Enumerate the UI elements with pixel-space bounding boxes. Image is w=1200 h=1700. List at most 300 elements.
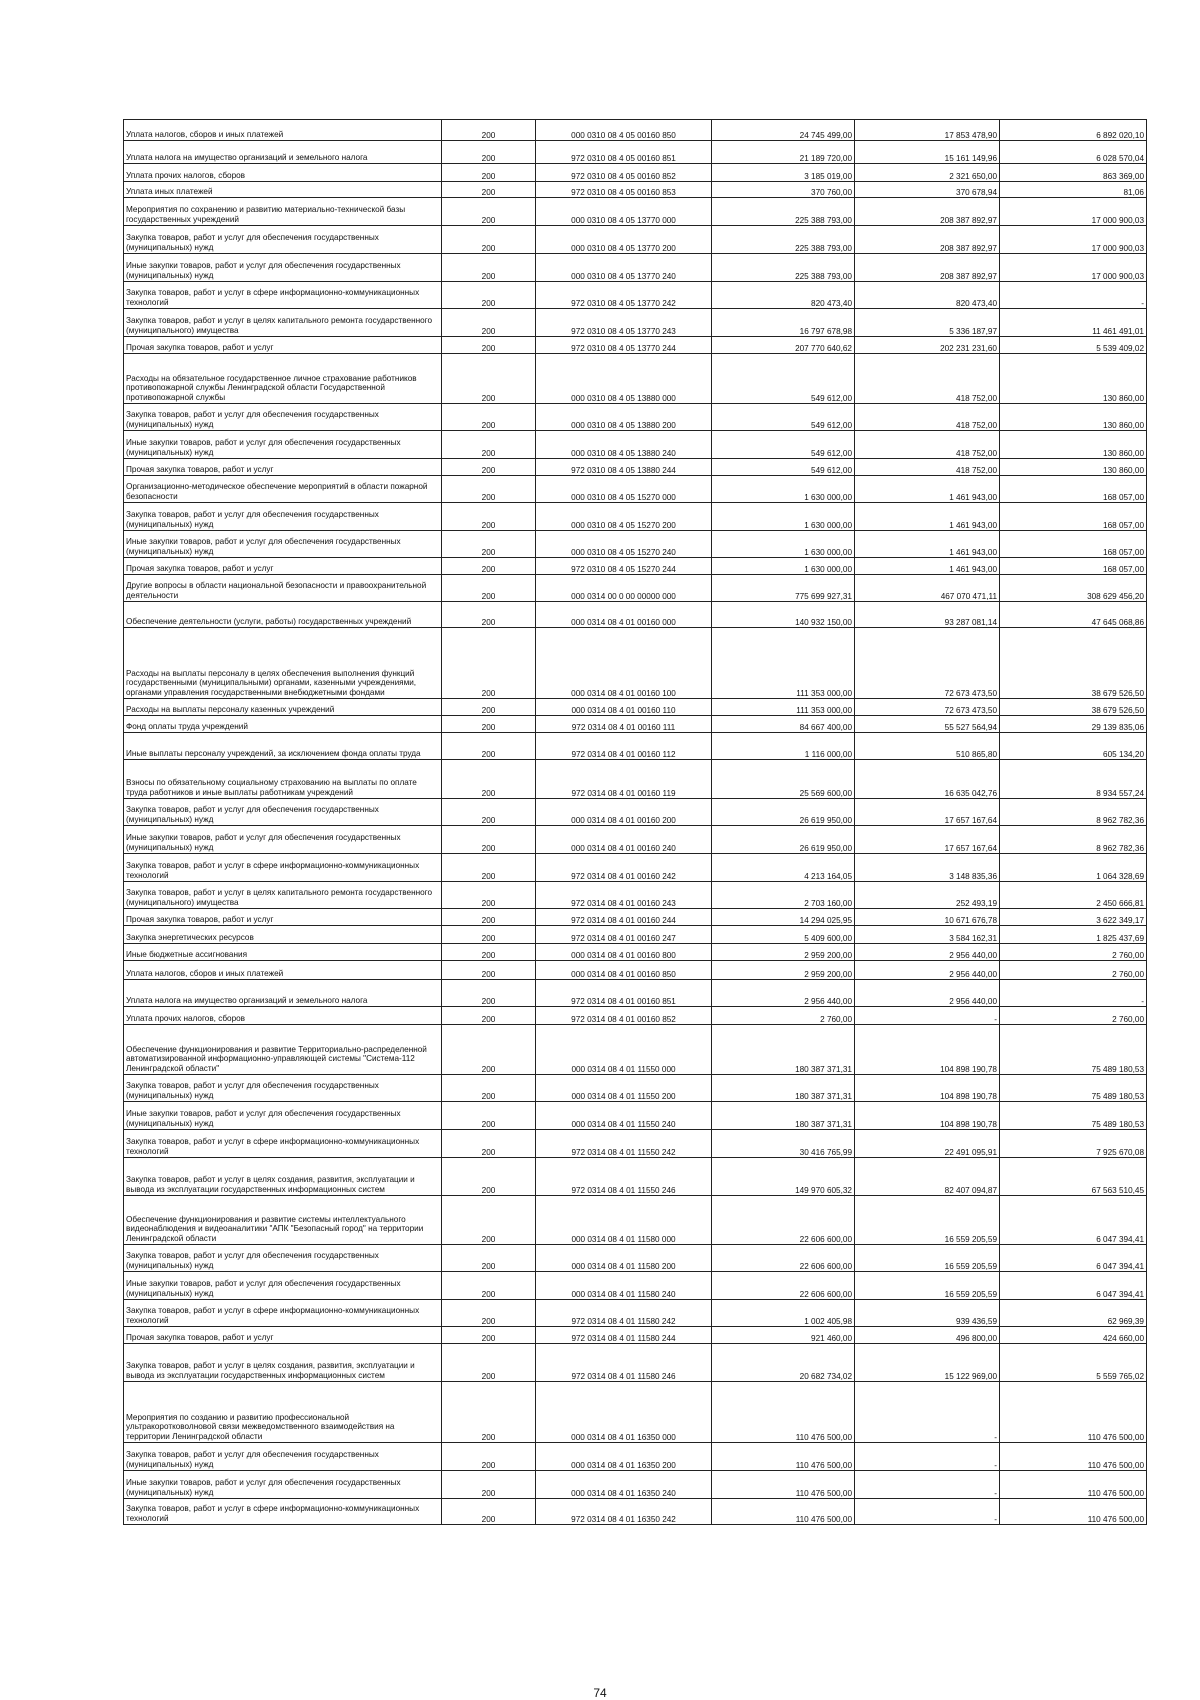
table-row — [124, 282, 1147, 309]
row-executed-amount: 2 956 440,00 — [855, 961, 1000, 980]
row-executed-amount: 202 231 231,60 — [855, 337, 1000, 354]
row-classification-code: 972 0314 08 4 01 11580 244 — [536, 1327, 712, 1344]
row-remaining-amount: - — [1000, 980, 1147, 1007]
row-name: Уплата прочих налогов, сборов — [124, 164, 442, 182]
row-approved-amount: 225 388 793,00 — [712, 198, 855, 226]
row-classification-code: 000 0314 08 4 01 16350 200 — [536, 1443, 712, 1471]
row-approved-amount: 22 606 600,00 — [712, 1272, 855, 1300]
table-row — [124, 404, 1147, 431]
table-row — [124, 354, 1147, 404]
row-executed-amount: 17 657 167,64 — [855, 799, 1000, 826]
row-executed-amount: 418 752,00 — [855, 354, 1000, 404]
row-approved-amount: 30 416 765,99 — [712, 1130, 855, 1158]
row-remaining-amount: 5 539 409,02 — [1000, 337, 1147, 354]
row-approved-amount: 1 116 000,00 — [712, 733, 855, 760]
row-line-code: 200 — [442, 1196, 536, 1245]
row-name: Иные выплаты персоналу учреждений, за исключением фонда оплаты труда — [124, 733, 442, 760]
row-approved-amount: 22 606 600,00 — [712, 1196, 855, 1245]
row-executed-amount: 22 491 095,91 — [855, 1130, 1000, 1158]
row-remaining-amount: 2 450 666,81 — [1000, 882, 1147, 909]
row-remaining-amount: 8 962 782,36 — [1000, 826, 1147, 854]
row-approved-amount: 180 387 371,31 — [712, 1025, 855, 1075]
row-approved-amount: 16 797 678,98 — [712, 309, 855, 337]
row-remaining-amount: 110 476 500,00 — [1000, 1499, 1147, 1525]
row-approved-amount: 110 476 500,00 — [712, 1471, 855, 1499]
row-remaining-amount: 75 489 180,53 — [1000, 1025, 1147, 1075]
row-executed-amount: 1 461 943,00 — [855, 531, 1000, 558]
row-line-code: 200 — [442, 1327, 536, 1344]
row-line-code: 200 — [442, 699, 536, 716]
row-line-code: 200 — [442, 182, 536, 198]
row-name: Закупка товаров, работ и услуг в сфере информационно-коммуникационных технологий — [124, 1300, 442, 1327]
row-name: Уплата налога на имущество организаций и земельного налога — [124, 141, 442, 164]
row-executed-amount: 208 387 892,97 — [855, 198, 1000, 226]
table-row — [124, 926, 1147, 944]
row-remaining-amount: 1 825 437,69 — [1000, 926, 1147, 944]
row-remaining-amount: 5 559 765,02 — [1000, 1344, 1147, 1382]
row-approved-amount: 225 388 793,00 — [712, 254, 855, 282]
row-classification-code: 000 0314 08 4 01 11550 200 — [536, 1075, 712, 1102]
row-classification-code: 000 0314 08 4 01 16350 000 — [536, 1382, 712, 1443]
table-row — [124, 1382, 1147, 1443]
row-approved-amount: 1 630 000,00 — [712, 558, 855, 575]
row-name: Закупка товаров, работ и услуг для обеспечения государственных (муниципальных) нужд — [124, 1443, 442, 1471]
row-line-code: 200 — [442, 799, 536, 826]
row-classification-code: 972 0314 08 4 01 11580 246 — [536, 1344, 712, 1382]
row-name: Обеспечение функционирования и развитие Территориально-распределенной автоматизированной информационно-управляющей системы "Система-112 Ленинградской области" — [124, 1025, 442, 1075]
row-approved-amount: 20 682 734,02 — [712, 1344, 855, 1382]
row-classification-code: 972 0310 08 4 05 00160 853 — [536, 182, 712, 198]
row-executed-amount: 104 898 190,78 — [855, 1025, 1000, 1075]
row-classification-code: 000 0314 08 4 01 00160 110 — [536, 699, 712, 716]
row-line-code: 200 — [442, 628, 536, 699]
row-executed-amount: 15 161 149,96 — [855, 141, 1000, 164]
row-remaining-amount: 38 679 526,50 — [1000, 699, 1147, 716]
row-line-code: 200 — [442, 1245, 536, 1272]
table-row — [124, 575, 1147, 602]
row-line-code: 200 — [442, 1075, 536, 1102]
row-classification-code: 972 0314 08 4 01 00160 242 — [536, 854, 712, 882]
row-executed-amount: 820 473,40 — [855, 282, 1000, 309]
row-classification-code: 000 0310 08 4 05 00160 850 — [536, 120, 712, 141]
row-name: Расходы на выплаты персоналу казенных учреждений — [124, 699, 442, 716]
row-name: Мероприятия по сохранению и развитию материально-технической базы государственных учреждений — [124, 198, 442, 226]
row-name: Иные закупки товаров, работ и услуг для обеспечения государственных (муниципальных) нужд — [124, 826, 442, 854]
table-row — [124, 431, 1147, 459]
table-row — [124, 882, 1147, 909]
row-line-code: 200 — [442, 602, 536, 628]
row-executed-amount: 16 559 205,59 — [855, 1245, 1000, 1272]
row-executed-amount: - — [855, 1443, 1000, 1471]
page-number: 74 — [593, 1686, 607, 1700]
row-executed-amount: 15 122 969,00 — [855, 1344, 1000, 1382]
table-row — [124, 909, 1147, 926]
table-row — [124, 120, 1147, 141]
row-line-code: 200 — [442, 1344, 536, 1382]
row-line-code: 200 — [442, 926, 536, 944]
row-name: Закупка товаров, работ и услуг для обеспечения государственных (муниципальных) нужд — [124, 404, 442, 431]
row-remaining-amount: 7 925 670,08 — [1000, 1130, 1147, 1158]
table-row — [124, 531, 1147, 558]
row-remaining-amount: 17 000 900,03 — [1000, 198, 1147, 226]
row-approved-amount: 1 630 000,00 — [712, 476, 855, 503]
row-approved-amount: 549 612,00 — [712, 431, 855, 459]
row-name: Уплата налога на имущество организаций и земельного налога — [124, 980, 442, 1007]
row-executed-amount: 5 336 187,97 — [855, 309, 1000, 337]
row-classification-code: 000 0310 08 4 05 15270 240 — [536, 531, 712, 558]
table-row — [124, 1075, 1147, 1102]
row-approved-amount: 2 760,00 — [712, 1007, 855, 1025]
row-approved-amount: 84 667 400,00 — [712, 716, 855, 733]
row-line-code: 200 — [442, 282, 536, 309]
row-executed-amount: 16 559 205,59 — [855, 1272, 1000, 1300]
row-remaining-amount: 424 660,00 — [1000, 1327, 1147, 1344]
row-remaining-amount: 308 629 456,20 — [1000, 575, 1147, 602]
row-remaining-amount: 6 892 020,10 — [1000, 120, 1147, 141]
row-line-code: 200 — [442, 716, 536, 733]
row-approved-amount: 110 476 500,00 — [712, 1499, 855, 1525]
row-executed-amount: 72 673 473,50 — [855, 628, 1000, 699]
row-line-code: 200 — [442, 120, 536, 141]
row-executed-amount: 3 584 162,31 — [855, 926, 1000, 944]
row-approved-amount: 1 630 000,00 — [712, 503, 855, 531]
row-remaining-amount: 168 057,00 — [1000, 558, 1147, 575]
row-remaining-amount: 6 047 394,41 — [1000, 1272, 1147, 1300]
table-row — [124, 141, 1147, 164]
row-name: Иные закупки товаров, работ и услуг для обеспечения государственных (муниципальных) нужд — [124, 531, 442, 558]
row-approved-amount: 110 476 500,00 — [712, 1382, 855, 1443]
row-executed-amount: 208 387 892,97 — [855, 226, 1000, 254]
row-approved-amount: 21 189 720,00 — [712, 141, 855, 164]
row-classification-code: 000 0314 00 0 00 00000 000 — [536, 575, 712, 602]
row-approved-amount: 24 745 499,00 — [712, 120, 855, 141]
row-remaining-amount: 6 047 394,41 — [1000, 1245, 1147, 1272]
row-executed-amount: 467 070 471,11 — [855, 575, 1000, 602]
row-line-code: 200 — [442, 164, 536, 182]
row-approved-amount: 370 760,00 — [712, 182, 855, 198]
row-name: Закупка товаров, работ и услуг в целях капитального ремонта государственного (муниципального) имущества — [124, 309, 442, 337]
row-line-code: 200 — [442, 1382, 536, 1443]
table-row — [124, 1272, 1147, 1300]
row-approved-amount: 207 770 640,62 — [712, 337, 855, 354]
row-name: Иные закупки товаров, работ и услуг для обеспечения государственных (муниципальных) нужд — [124, 254, 442, 282]
table-row — [124, 854, 1147, 882]
table-row — [124, 182, 1147, 198]
row-classification-code: 000 0314 08 4 01 11550 240 — [536, 1102, 712, 1130]
row-classification-code: 000 0310 08 4 05 13880 200 — [536, 404, 712, 431]
row-name: Мероприятия по созданию и развитию профессиональной ультракоротковолновой связи межведомственного взаимодействия на территории Ленинградской области — [124, 1382, 442, 1443]
row-line-code: 200 — [442, 854, 536, 882]
row-name: Закупка товаров, работ и услуг в сфере информационно-коммуникационных технологий — [124, 1130, 442, 1158]
budget-table-body — [124, 120, 1147, 1525]
row-approved-amount: 1 002 405,98 — [712, 1300, 855, 1327]
row-line-code: 200 — [442, 337, 536, 354]
row-executed-amount: 418 752,00 — [855, 431, 1000, 459]
row-executed-amount: - — [855, 1471, 1000, 1499]
row-remaining-amount: 8 962 782,36 — [1000, 799, 1147, 826]
row-classification-code: 000 0314 08 4 01 00160 240 — [536, 826, 712, 854]
row-line-code: 200 — [442, 503, 536, 531]
row-approved-amount: 140 932 150,00 — [712, 602, 855, 628]
row-line-code: 200 — [442, 1007, 536, 1025]
row-line-code: 200 — [442, 1130, 536, 1158]
row-name: Закупка товаров, работ и услуг в сфере информационно-коммуникационных технологий — [124, 282, 442, 309]
row-line-code: 200 — [442, 944, 536, 961]
row-line-code: 200 — [442, 459, 536, 476]
row-executed-amount: 496 800,00 — [855, 1327, 1000, 1344]
row-classification-code: 000 0314 08 4 01 11580 200 — [536, 1245, 712, 1272]
row-remaining-amount: 605 134,20 — [1000, 733, 1147, 760]
row-remaining-amount: 2 760,00 — [1000, 1007, 1147, 1025]
row-name: Взносы по обязательному социальному страхованию на выплаты по оплате труда работников и иные выплаты работникам учреждений — [124, 760, 442, 799]
row-approved-amount: 26 619 950,00 — [712, 826, 855, 854]
row-remaining-amount: 6 028 570,04 — [1000, 141, 1147, 164]
table-row — [124, 1245, 1147, 1272]
row-name: Другие вопросы в области национальной безопасности и правоохранительной деятельности — [124, 575, 442, 602]
row-classification-code: 972 0314 08 4 01 00160 243 — [536, 882, 712, 909]
row-executed-amount: 370 678,94 — [855, 182, 1000, 198]
row-remaining-amount: 2 760,00 — [1000, 944, 1147, 961]
row-executed-amount: 55 527 564,94 — [855, 716, 1000, 733]
table-row — [124, 254, 1147, 282]
row-line-code: 200 — [442, 909, 536, 926]
table-row — [124, 1471, 1147, 1499]
row-line-code: 200 — [442, 1300, 536, 1327]
row-executed-amount: - — [855, 1382, 1000, 1443]
row-line-code: 200 — [442, 531, 536, 558]
row-name: Закупка товаров, работ и услуг для обеспечения государственных (муниципальных) нужд — [124, 799, 442, 826]
row-name: Уплата прочих налогов, сборов — [124, 1007, 442, 1025]
row-remaining-amount: 75 489 180,53 — [1000, 1075, 1147, 1102]
table-row — [124, 733, 1147, 760]
row-approved-amount: 110 476 500,00 — [712, 1443, 855, 1471]
row-remaining-amount: 863 369,00 — [1000, 164, 1147, 182]
row-approved-amount: 1 630 000,00 — [712, 531, 855, 558]
row-remaining-amount: 168 057,00 — [1000, 503, 1147, 531]
row-classification-code: 972 0314 08 4 01 00160 111 — [536, 716, 712, 733]
row-remaining-amount: 168 057,00 — [1000, 531, 1147, 558]
row-approved-amount: 180 387 371,31 — [712, 1075, 855, 1102]
row-approved-amount: 4 213 164,05 — [712, 854, 855, 882]
row-approved-amount: 225 388 793,00 — [712, 226, 855, 254]
row-classification-code: 972 0314 08 4 01 00160 244 — [536, 909, 712, 926]
table-row — [124, 961, 1147, 980]
row-name: Закупка товаров, работ и услуг в целях капитального ремонта государственного (муниципального) имущества — [124, 882, 442, 909]
row-line-code: 200 — [442, 1102, 536, 1130]
row-classification-code: 000 0314 08 4 01 16350 240 — [536, 1471, 712, 1499]
row-executed-amount: 17 853 478,90 — [855, 120, 1000, 141]
row-line-code: 200 — [442, 1272, 536, 1300]
row-classification-code: 972 0310 08 4 05 13880 244 — [536, 459, 712, 476]
row-line-code: 200 — [442, 882, 536, 909]
row-line-code: 200 — [442, 476, 536, 503]
row-name: Фонд оплаты труда учреждений — [124, 716, 442, 733]
row-approved-amount: 549 612,00 — [712, 354, 855, 404]
table-row — [124, 826, 1147, 854]
row-name: Закупка товаров, работ и услуг для обеспечения государственных (муниципальных) нужд — [124, 1075, 442, 1102]
row-name: Обеспечение функционирования и развитие системы интеллектуального видеонаблюдения и видеоаналитики "АПК "Безопасный город" на территории Ленинградской области — [124, 1196, 442, 1245]
row-remaining-amount: 29 139 835,06 — [1000, 716, 1147, 733]
row-name: Прочая закупка товаров, работ и услуг — [124, 337, 442, 354]
row-classification-code: 972 0310 08 4 05 00160 852 — [536, 164, 712, 182]
row-classification-code: 000 0314 08 4 01 11580 240 — [536, 1272, 712, 1300]
row-classification-code: 000 0314 08 4 01 11550 000 — [536, 1025, 712, 1075]
row-executed-amount: - — [855, 1499, 1000, 1525]
row-executed-amount: 1 461 943,00 — [855, 476, 1000, 503]
row-classification-code: 972 0314 08 4 01 00160 119 — [536, 760, 712, 799]
row-executed-amount: 17 657 167,64 — [855, 826, 1000, 854]
row-classification-code: 000 0310 08 4 05 15270 200 — [536, 503, 712, 531]
row-approved-amount: 2 703 160,00 — [712, 882, 855, 909]
row-remaining-amount: 47 645 068,86 — [1000, 602, 1147, 628]
table-row — [124, 459, 1147, 476]
row-classification-code: 972 0310 08 4 05 13770 244 — [536, 337, 712, 354]
row-approved-amount: 549 612,00 — [712, 459, 855, 476]
row-remaining-amount: 38 679 526,50 — [1000, 628, 1147, 699]
table-row — [124, 1158, 1147, 1196]
row-approved-amount: 2 959 200,00 — [712, 944, 855, 961]
row-classification-code: 972 0314 08 4 01 00160 112 — [536, 733, 712, 760]
table-row — [124, 799, 1147, 826]
row-executed-amount: - — [855, 1007, 1000, 1025]
row-classification-code: 972 0314 08 4 01 11550 242 — [536, 1130, 712, 1158]
row-approved-amount: 549 612,00 — [712, 404, 855, 431]
table-row — [124, 1499, 1147, 1525]
row-approved-amount: 26 619 950,00 — [712, 799, 855, 826]
row-remaining-amount: 11 461 491,01 — [1000, 309, 1147, 337]
row-classification-code: 972 0310 08 4 05 00160 851 — [536, 141, 712, 164]
row-classification-code: 972 0310 08 4 05 15270 244 — [536, 558, 712, 575]
budget-table — [123, 119, 1147, 1525]
table-row — [124, 1007, 1147, 1025]
row-remaining-amount: 3 622 349,17 — [1000, 909, 1147, 926]
table-row — [124, 628, 1147, 699]
row-remaining-amount: 8 934 557,24 — [1000, 760, 1147, 799]
row-name: Иные закупки товаров, работ и услуг для обеспечения государственных (муниципальных) нужд — [124, 1102, 442, 1130]
row-line-code: 200 — [442, 961, 536, 980]
row-name: Прочая закупка товаров, работ и услуг — [124, 1327, 442, 1344]
row-line-code: 200 — [442, 141, 536, 164]
row-approved-amount: 775 699 927,31 — [712, 575, 855, 602]
row-line-code: 200 — [442, 226, 536, 254]
row-executed-amount: 510 865,80 — [855, 733, 1000, 760]
table-row — [124, 1443, 1147, 1471]
row-classification-code: 000 0314 08 4 01 00160 100 — [536, 628, 712, 699]
row-name: Расходы на обязательное государственное личное страхование работников противопожарной службы Ленинградской области Государственной противопожарной службы — [124, 354, 442, 404]
row-name: Прочая закупка товаров, работ и услуг — [124, 558, 442, 575]
row-remaining-amount: 67 563 510,45 — [1000, 1158, 1147, 1196]
row-approved-amount: 111 353 000,00 — [712, 699, 855, 716]
row-executed-amount: 10 671 676,78 — [855, 909, 1000, 926]
row-classification-code: 000 0314 08 4 01 11580 000 — [536, 1196, 712, 1245]
row-classification-code: 972 0314 08 4 01 00160 852 — [536, 1007, 712, 1025]
table-row — [124, 1300, 1147, 1327]
row-line-code: 200 — [442, 1499, 536, 1525]
row-name: Закупка товаров, работ и услуг в сфере информационно-коммуникационных технологий — [124, 854, 442, 882]
row-approved-amount: 2 959 200,00 — [712, 961, 855, 980]
row-line-code: 200 — [442, 1158, 536, 1196]
row-line-code: 200 — [442, 1443, 536, 1471]
row-classification-code: 000 0314 08 4 01 00160 800 — [536, 944, 712, 961]
row-executed-amount: 1 461 943,00 — [855, 503, 1000, 531]
row-classification-code: 972 0314 08 4 01 11580 242 — [536, 1300, 712, 1327]
row-executed-amount: 3 148 835,36 — [855, 854, 1000, 882]
row-classification-code: 000 0314 08 4 01 00160 200 — [536, 799, 712, 826]
row-classification-code: 972 0314 08 4 01 16350 242 — [536, 1499, 712, 1525]
table-row — [124, 476, 1147, 503]
row-remaining-amount: 75 489 180,53 — [1000, 1102, 1147, 1130]
row-executed-amount: 252 493,19 — [855, 882, 1000, 909]
table-row — [124, 716, 1147, 733]
table-row — [124, 699, 1147, 716]
row-executed-amount: 208 387 892,97 — [855, 254, 1000, 282]
row-remaining-amount: 1 064 328,69 — [1000, 854, 1147, 882]
row-remaining-amount: 130 860,00 — [1000, 459, 1147, 476]
row-approved-amount: 25 569 600,00 — [712, 760, 855, 799]
row-executed-amount: 82 407 094,87 — [855, 1158, 1000, 1196]
row-classification-code: 000 0314 08 4 01 00160 000 — [536, 602, 712, 628]
row-line-code: 200 — [442, 354, 536, 404]
row-name: Организационно-методическое обеспечение мероприятий в области пожарной безопасности — [124, 476, 442, 503]
row-remaining-amount: 130 860,00 — [1000, 404, 1147, 431]
row-remaining-amount: 2 760,00 — [1000, 961, 1147, 980]
row-classification-code: 000 0310 08 4 05 15270 000 — [536, 476, 712, 503]
row-executed-amount: 104 898 190,78 — [855, 1102, 1000, 1130]
row-line-code: 200 — [442, 558, 536, 575]
row-classification-code: 972 0314 08 4 01 00160 851 — [536, 980, 712, 1007]
row-classification-code: 000 0310 08 4 05 13880 000 — [536, 354, 712, 404]
table-row — [124, 980, 1147, 1007]
row-line-code: 200 — [442, 404, 536, 431]
row-executed-amount: 2 321 650,00 — [855, 164, 1000, 182]
row-remaining-amount: 6 047 394,41 — [1000, 1196, 1147, 1245]
row-name: Прочая закупка товаров, работ и услуг — [124, 909, 442, 926]
row-remaining-amount: 110 476 500,00 — [1000, 1471, 1147, 1499]
table-row — [124, 1196, 1147, 1245]
row-executed-amount: 2 956 440,00 — [855, 944, 1000, 961]
row-classification-code: 972 0310 08 4 05 13770 242 — [536, 282, 712, 309]
row-classification-code: 972 0314 08 4 01 00160 247 — [536, 926, 712, 944]
row-name: Уплата налогов, сборов и иных платежей — [124, 961, 442, 980]
row-name: Уплата иных платежей — [124, 182, 442, 198]
row-remaining-amount: 130 860,00 — [1000, 431, 1147, 459]
table-row — [124, 760, 1147, 799]
row-executed-amount: 418 752,00 — [855, 404, 1000, 431]
row-remaining-amount: 110 476 500,00 — [1000, 1443, 1147, 1471]
row-line-code: 200 — [442, 1471, 536, 1499]
row-name: Закупка товаров, работ и услуг для обеспечения государственных (муниципальных) нужд — [124, 1245, 442, 1272]
row-remaining-amount: 168 057,00 — [1000, 476, 1147, 503]
table-row — [124, 1130, 1147, 1158]
table-row — [124, 164, 1147, 182]
table-row — [124, 503, 1147, 531]
row-line-code: 200 — [442, 826, 536, 854]
row-classification-code: 000 0314 08 4 01 00160 850 — [536, 961, 712, 980]
row-line-code: 200 — [442, 1025, 536, 1075]
row-approved-amount: 5 409 600,00 — [712, 926, 855, 944]
row-name: Иные закупки товаров, работ и услуг для обеспечения государственных (муниципальных) нужд — [124, 1272, 442, 1300]
row-approved-amount: 14 294 025,95 — [712, 909, 855, 926]
row-classification-code: 000 0310 08 4 05 13770 000 — [536, 198, 712, 226]
row-approved-amount: 149 970 605,32 — [712, 1158, 855, 1196]
row-line-code: 200 — [442, 254, 536, 282]
row-name: Обеспечение деятельности (услуги, работы) государственных учреждений — [124, 602, 442, 628]
row-approved-amount: 2 956 440,00 — [712, 980, 855, 1007]
row-executed-amount: 418 752,00 — [855, 459, 1000, 476]
row-name: Иные закупки товаров, работ и услуг для обеспечения государственных (муниципальных) нужд — [124, 431, 442, 459]
row-name: Закупка энергетических ресурсов — [124, 926, 442, 944]
table-row — [124, 1344, 1147, 1382]
